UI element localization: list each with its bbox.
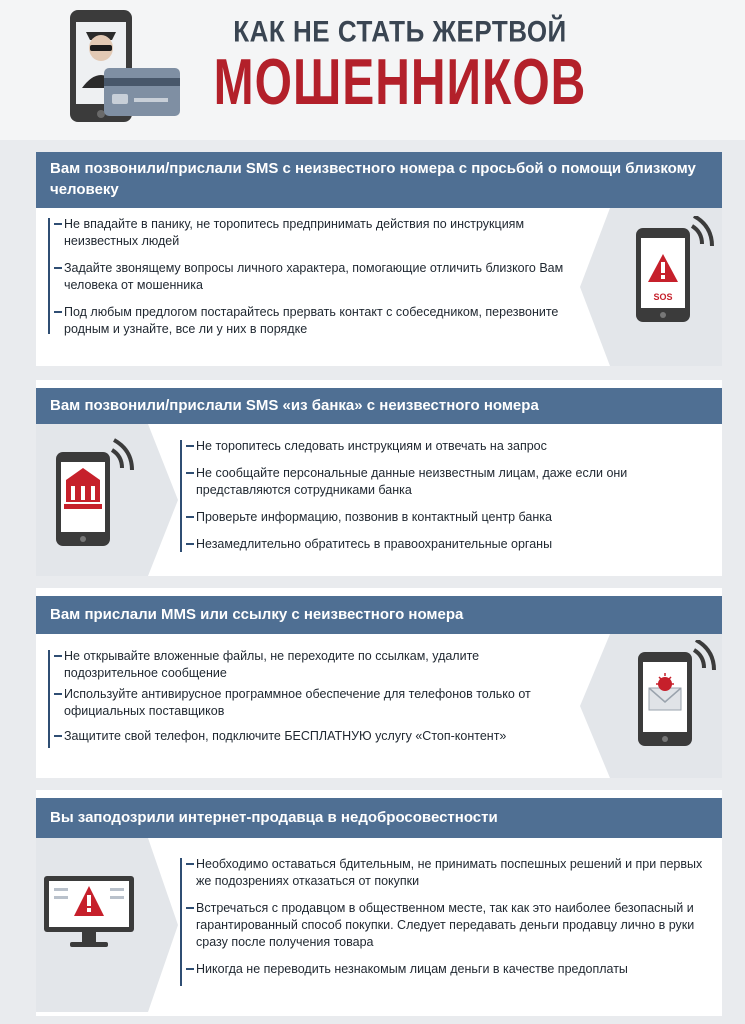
section-3-list bbox=[56, 648, 576, 755]
page-title-line1: КАК НЕ СТАТЬ ЖЕРТВОЙ bbox=[233, 14, 567, 49]
list-item: Не торопитесь следовать инструкциям и отвечать на запрос bbox=[188, 438, 708, 455]
page-title-line2: МОШЕННИКОВ bbox=[213, 47, 587, 119]
section-2-list bbox=[188, 438, 708, 563]
phone-bank-icon bbox=[50, 438, 134, 550]
list-item: Не сообщайте персональные данные неизвестным лицам, даже если они представляются сотрудниками банка bbox=[188, 465, 708, 499]
sos-label: SOS bbox=[653, 292, 673, 302]
list-item: Задайте звонящему вопросы личного характера, помогающие отличить близкого Вам человека от мошенника bbox=[56, 260, 576, 294]
phone-virus-mail-icon bbox=[632, 640, 716, 750]
list-item: Не открывайте вложенные файлы, не переходите по ссылкам, удалите подозрительное сообщение bbox=[56, 648, 576, 682]
monitor-warning-icon bbox=[42, 872, 138, 952]
list-item: Встречаться с продавцом в общественном месте, так как это наиболее безопасный и гарантированный способ покупки. Следует передавать деньги продавцу лично в руки сразу после получения товара bbox=[188, 900, 713, 951]
section-3-line bbox=[48, 650, 50, 748]
section-4-line bbox=[180, 858, 182, 986]
phone-hacker-card-icon bbox=[68, 8, 188, 128]
list-item: Никогда не переводить незнакомым лицам деньги в качестве предоплаты bbox=[188, 961, 713, 978]
phone-sos-icon bbox=[630, 216, 714, 326]
section-2-line bbox=[180, 440, 182, 552]
list-item: Не впадайте в панику, не торопитесь предпринимать действия по инструкциям неизвестных людей bbox=[56, 216, 576, 250]
list-item: Проверьте информацию, позвонив в контактный центр банка bbox=[188, 509, 708, 526]
section-4-list bbox=[188, 856, 713, 988]
section-1-line bbox=[48, 218, 50, 334]
section-2-title: Вам позвонили/прислали SMS «из банка» с неизвестного номера bbox=[36, 388, 722, 424]
list-item: Необходимо оставаться бдительным, не принимать поспешных решений и при первых же подозрениях отказаться от покупки bbox=[188, 856, 713, 890]
section-3-title: Вам прислали MMS или ссылку с неизвестного номера bbox=[36, 596, 722, 634]
section-1-list bbox=[56, 216, 576, 348]
list-item: Незамедлительно обратитесь в правоохранительные органы bbox=[188, 536, 708, 553]
list-item: Защитите свой телефон, подключите БЕСПЛАТНУЮ услугу «Стоп-контент» bbox=[56, 728, 576, 745]
list-item: Используйте антивирусное программное обеспечение для телефонов только от официальных поставщиков bbox=[56, 686, 576, 720]
section-1-title: Вам позвонили/прислали SMS с неизвестного номера с просьбой о помощи близкому человеку bbox=[36, 152, 722, 208]
section-4-title: Вы заподозрили интернет-продавца в недобросовестности bbox=[36, 798, 722, 838]
list-item: Под любым предлогом постарайтесь прервать контакт с собеседником, перезвоните родным и узнайте, все ли у них в порядке bbox=[56, 304, 576, 338]
